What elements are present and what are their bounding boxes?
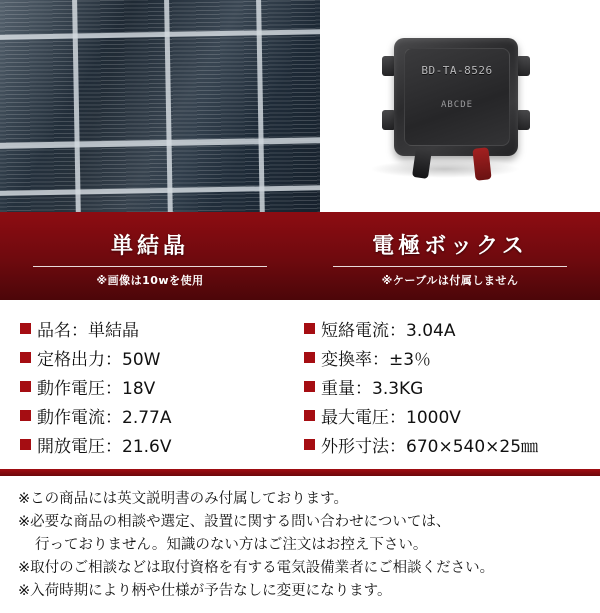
spec-row [20,343,300,372]
spec-row [304,401,584,430]
spec-row [20,372,300,401]
spec-row [20,314,300,343]
spec-text: 品名：単結晶 [37,321,139,341]
junction-box-tab [516,56,530,76]
square-bullet-icon [304,410,315,421]
junction-box-title: 電極ボックス [372,233,528,259]
junction-box-sub-label: ABCDE [440,100,474,110]
divider-rule [333,266,567,267]
black-cable-connector [412,147,432,179]
note-line: ※この商品には英文説明書のみ付属しております。 [18,491,348,507]
panel-type-title: 単結晶 [110,233,189,259]
panel-glare [0,0,320,212]
square-bullet-icon [304,352,315,363]
square-bullet-icon [20,352,31,363]
red-cable-connector [472,147,491,180]
spec-text: 最大電圧：1000V [321,408,461,428]
square-bullet-icon [20,439,31,450]
spec-row [20,430,300,459]
spec-row [304,430,584,459]
spec-text: 外形寸法：670×540×25㎜ [321,437,539,457]
junction-box-photo [320,0,600,212]
spec-text: 定格出力：50W [37,350,161,370]
spec-row [304,343,584,372]
spec-text: 重量：3.3KG [321,379,424,399]
square-bullet-icon [20,410,31,421]
square-bullet-icon [304,439,315,450]
spec-column-left [16,314,300,459]
note-line: 行っておりません。知識のない方はご注文はお控え下さい。 [35,537,428,553]
junction-box [378,28,538,178]
title-band [0,212,600,300]
spec-row [20,401,300,430]
divider-rule [33,266,267,267]
spec-table [0,300,600,465]
section-divider [0,469,600,476]
junction-box-model-label: BD-TA-8526 [421,64,493,77]
spec-column-right [300,314,584,459]
square-bullet-icon [20,381,31,392]
spec-row [304,314,584,343]
junction-box-note: ※ケーブルは付属しません [381,273,519,287]
note-line: ※入荷時期により柄や仕様が予告なしに変更になります。 [18,583,392,599]
spec-row [304,372,584,401]
photo-row [0,0,600,212]
spec-text: 変換率：±3％ [321,350,432,370]
solar-panel-photo [0,0,320,212]
band-column-left [0,212,300,300]
notes-section [0,476,600,613]
note-line: ※取付のご相談などは取付資格を有する電気設備業者にご相談ください。 [18,560,495,576]
spec-text: 開放電圧：21.6V [37,437,172,457]
spec-text: 動作電圧：18V [37,379,156,399]
junction-box-lid [404,48,510,146]
band-column-right [300,212,600,300]
panel-type-note: ※画像は10wを使用 [96,273,204,287]
square-bullet-icon [304,381,315,392]
spec-text: 短絡電流：3.04A [321,321,456,341]
junction-box-tab [516,110,530,130]
square-bullet-icon [304,323,315,334]
spec-text: 動作電流：2.77A [37,408,172,428]
square-bullet-icon [20,323,31,334]
note-line: ※必要な商品の相談や選定、設置に関する問い合わせについては、 [18,514,451,530]
